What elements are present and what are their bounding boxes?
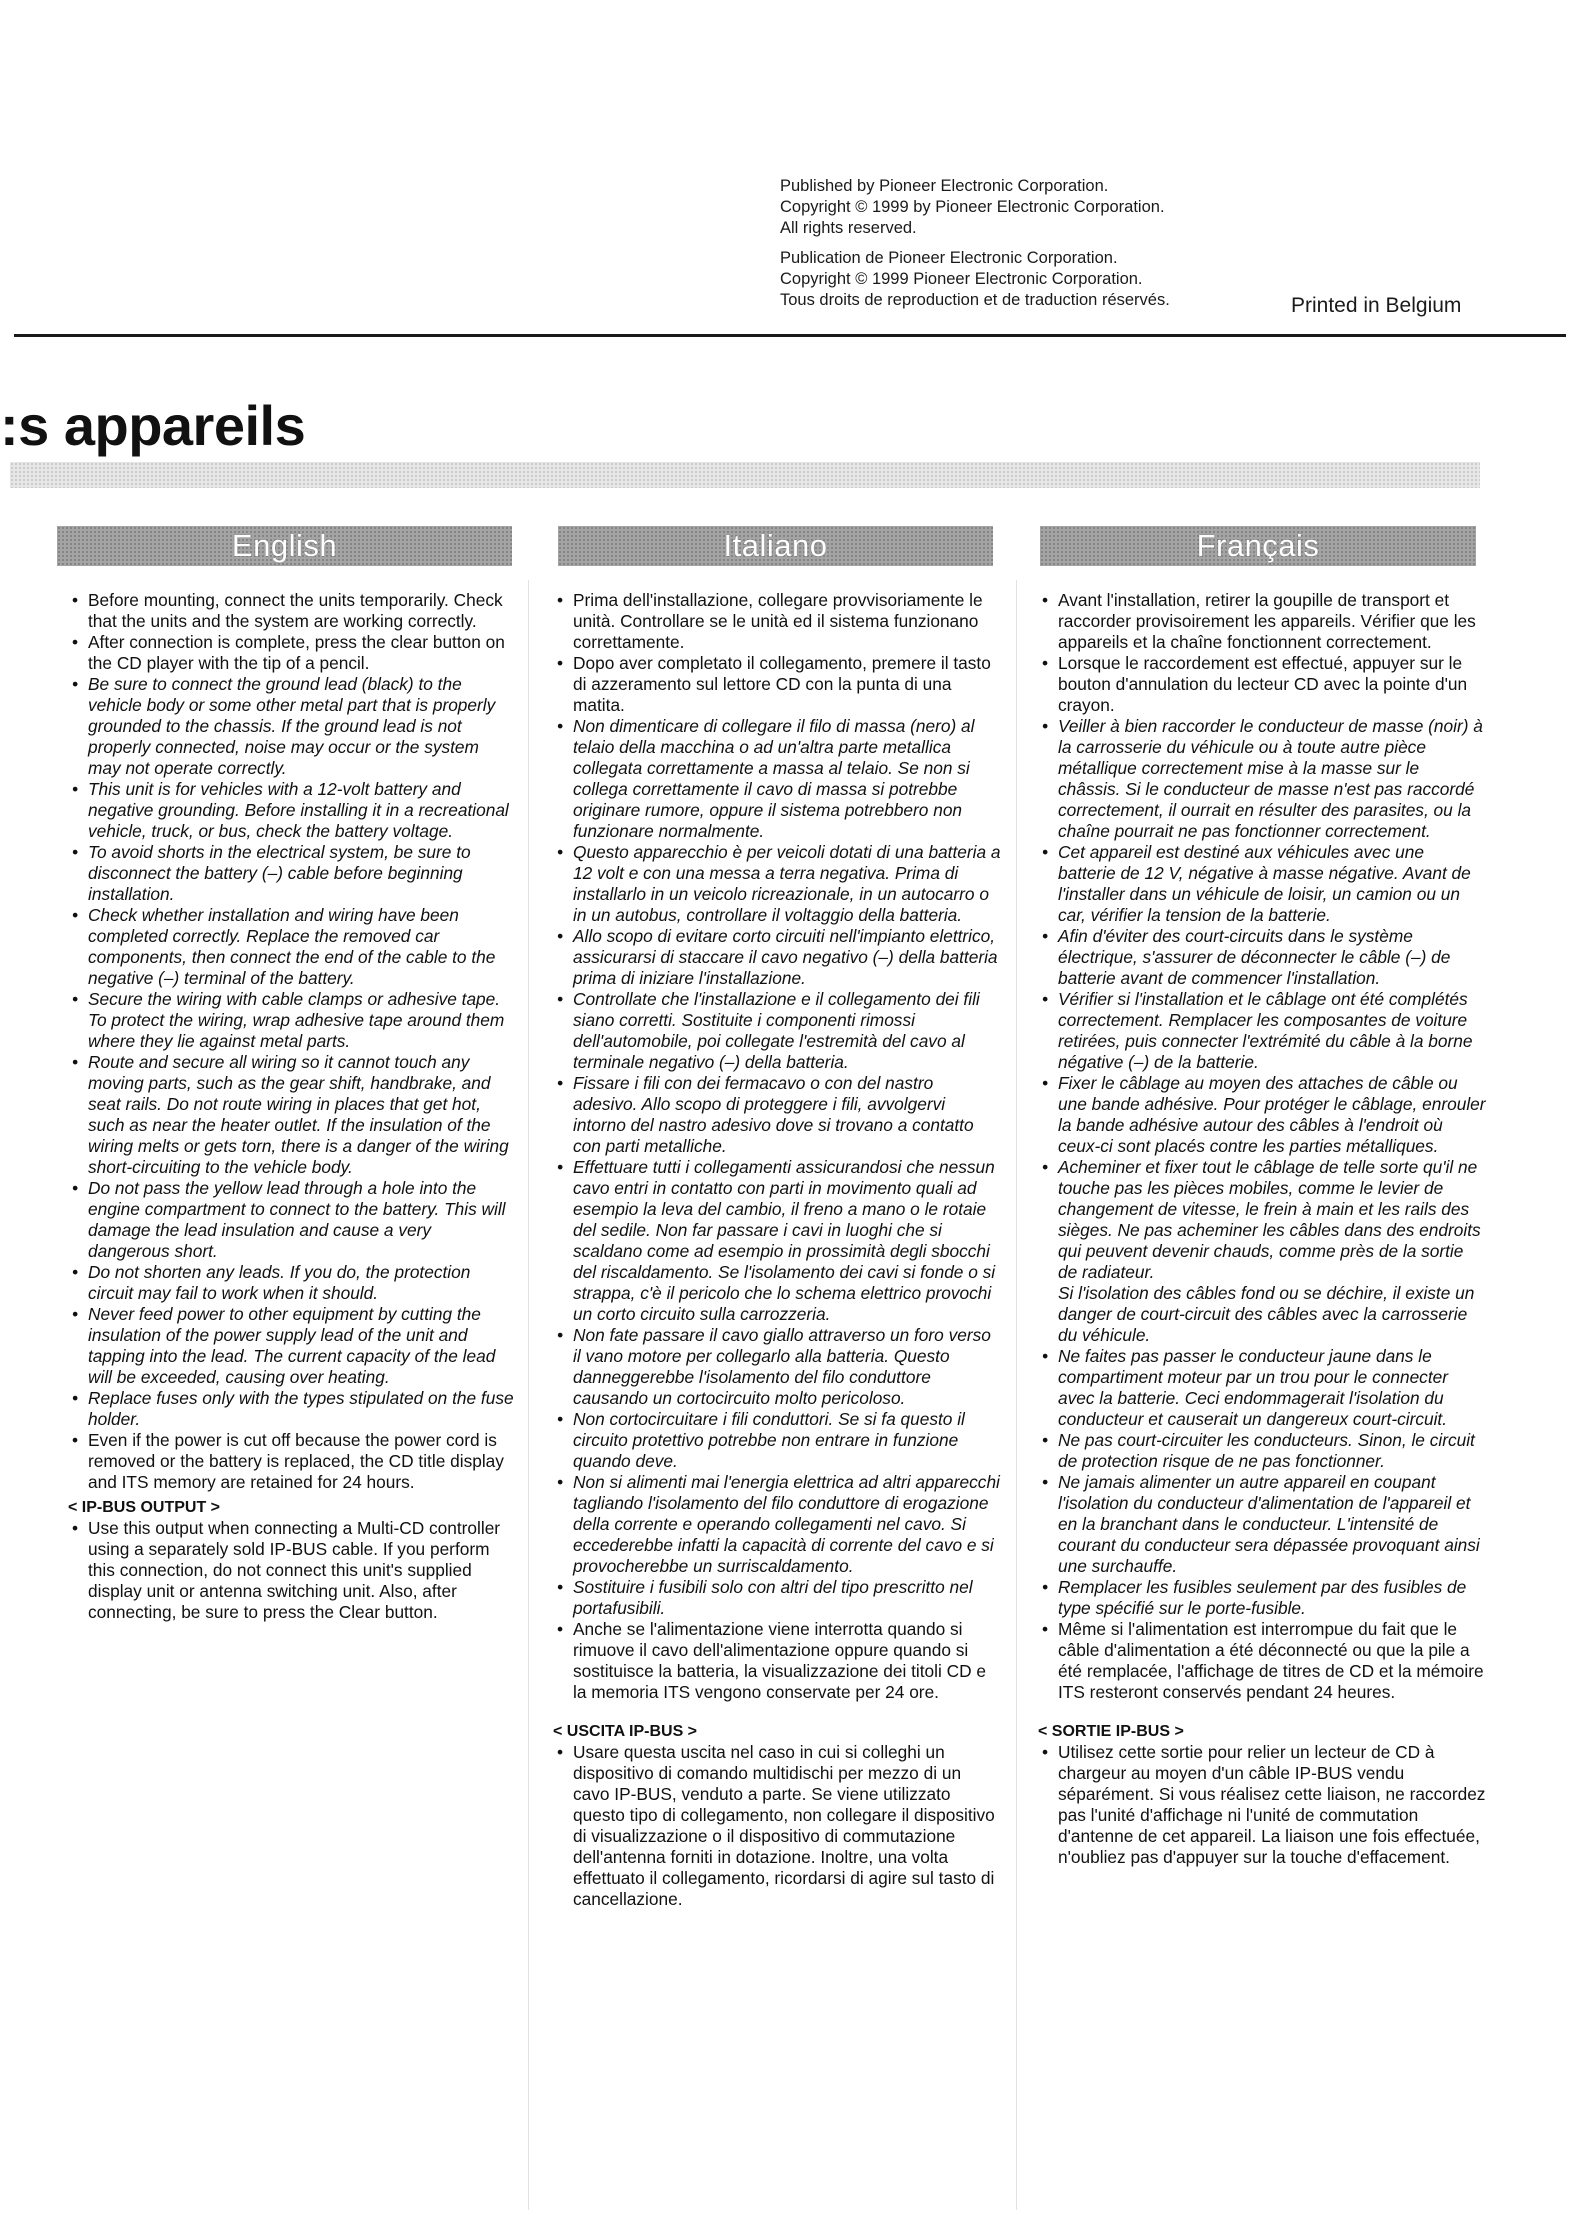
list-item-text: • Acheminer et fixer tout le câblage de telle sorte qu'il ne touche pas les pièces mobiles, comme le levier de changement de vitesse, le frein à main et les rails des sièges. Ne pas acheminer les câbles dans des endroits qui peuvent devenir chauds, comme près de la sortie de radiateur. [1058, 1157, 1481, 1282]
column-divider [528, 580, 529, 2210]
publisher-line: Tous droits de reproduction et de traduction réservés. [780, 291, 1170, 309]
list-item: • Non cortocircuitare i fili conduttori. Se si fa questo il circuito protettivo potrebbe non entrare in funzione quando deve. [553, 1409, 1001, 1472]
list-item: • Dopo aver completato il collegamento, premere il tasto di azzeramento sul lettore CD con la punta di una matita. [553, 653, 1001, 716]
italiano-header: Italiano [558, 526, 993, 566]
list-item: • Avant l'installation, retirer la goupille de transport et raccorder provisoirement les appareils. Vérifier que les appareils et la chaîne fonctionnent correctement. [1038, 590, 1486, 653]
list-item: • Afin d'éviter des court-circuits dans le système électrique, s'assurer de déconnecter le câble (–) de batterie avant de commencer l'installation. [1038, 926, 1486, 989]
list-item: • Anche se l'alimentazione viene interrotta quando si rimuove il cavo dell'alimentazione oppure quando si sostituisce la batteria, la visualizzazione dei titoli CD e la memoria ITS vengono conservate per 24 ore. [553, 1619, 1001, 1703]
list-item: • Effettuare tutti i collegamenti assicurandosi che nessun cavo entri in contatto con parti in movimento quali ad esempio la leva del cambio, il freno a mano o le rotaie del sedile. Non far passare i cavi in luoghi che si scaldano come ad esempio in prossimità degli sbocchi del riscaldamento. Se l'isolamento dei cavi si fonde o si strappa, c'è il pericolo che lo schema elettrico provochi un corto circuito sulla carrozzeria. [553, 1157, 1001, 1325]
list-item: • Même si l'alimentation est interrompue du fait que le câble d'alimentation a été déconnecté ou que la pile a été remplacée, l'affichage de titres de CD et la mémoire ITS resteront conservés pendant 24 heures. [1038, 1619, 1486, 1703]
italiano-ip-bus-list [553, 1742, 1001, 1910]
list-item: • Fissare i fili con dei fermacavo o con del nastro adesivo. Allo scopo di proteggere i fili, avvolgervi intorno del nastro adesivo dove si trovano a contatto con parti metalliche. [553, 1073, 1001, 1157]
list-item: • Do not pass the yellow lead through a hole into the engine compartment to connect to the battery. This will damage the lead insulation and cause a very dangerous short. [68, 1178, 516, 1262]
list-item: • Non si alimenti mai l'energia elettrica ad altri apparecchi tagliando l'isolamento del filo conduttore di erogazione della corrente e operando collegamenti nel cavo. Si eccederebbe infatti la capacità di corrente del cavo e si provocherebbe un surriscaldamento. [553, 1472, 1001, 1577]
italiano-column [553, 590, 1001, 1910]
list-item: • Use this output when connecting a Multi-CD controller using a separately sold IP-BUS cable. If you perform this connection, do not connect this unit's supplied display unit or antenna switching unit. Also, after connecting, be sure to press the Clear button. [68, 1518, 516, 1623]
list-item: • Check whether installation and wiring have been completed correctly. Replace the removed car components, then connect the end of the cable to the negative (–) terminal of the battery. [68, 905, 516, 989]
list-item: • Never feed power to other equipment by cutting the insulation of the power supply lead of the unit and tapping into the lead. The current capacity of the lead will be exceeded, causing over heating. [68, 1304, 516, 1388]
list-item: • Lorsque le raccordement est effectué, appuyer sur le bouton d'annulation du lecteur CD avec la pointe d'un crayon. [1038, 653, 1486, 716]
list-item: • Even if the power is cut off because the power cord is removed or the battery is replaced, the CD title display and ITS memory are retained for 24 hours. [68, 1430, 516, 1493]
publisher-line: Copyright © 1999 by Pioneer Electronic Corporation. [780, 198, 1165, 216]
list-item: • Vérifier si l'installation et le câblage ont été complétés correctement. Remplacer les composantes de voiture retirées, puis connecter l'extrémité du câble à la borne négative (–) de la batterie. [1038, 989, 1486, 1073]
publisher-line: All rights reserved. [780, 219, 917, 237]
list-item: • Utilisez cette sortie pour relier un lecteur de CD à chargeur au moyen d'un câble IP-BUS vendu séparément. Si vous réalisez cette liaison, ne raccordez pas l'unité d'affichage ni l'unité de commutation d'antenne de cet appareil. La liaison une fois effectuée, n'oubliez pas d'appuyer sur la touche d'effacement. [1038, 1742, 1486, 1868]
list-item: • Route and secure all wiring so it cannot touch any moving parts, such as the gear shift, handbrake, and seat rails. Do not route wiring in places that get hot, such as near the heater outlet. If the insulation of the wiring melts or gets torn, there is a danger of the wiring short-circuiting to the vehicle body. [68, 1052, 516, 1178]
list-item: • Replace fuses only with the types stipulated on the fuse holder. [68, 1388, 516, 1430]
list-item: • Before mounting, connect the units temporarily. Check that the units and the system are working correctly. [68, 590, 516, 632]
francais-list [1038, 590, 1486, 1703]
list-item [1038, 1157, 1486, 1346]
list-item: • Remplacer les fusibles seulement par des fusibles de type spécifié sur le porte-fusible. [1038, 1577, 1486, 1619]
list-item: • Be sure to connect the ground lead (black) to the vehicle body or some other metal part that is properly grounded to the chassis. If the ground lead is not properly connected, noise may occur or the system may not operate correctly. [68, 674, 516, 779]
publisher-line: Published by Pioneer Electronic Corporation. [780, 177, 1109, 195]
list-item: • Fixer le câblage au moyen des attaches de câble ou une bande adhésive. Pour protéger le câblage, enrouler la bande adhésive autour des câbles à l'endroit où ceux-ci sont placés contre les parties métalliques. [1038, 1073, 1486, 1157]
list-item: • Sostituire i fusibili solo con altri del tipo prescritto nel portafusibili. [553, 1577, 1001, 1619]
list-item: • Secure the wiring with cable clamps or adhesive tape. To protect the wiring, wrap adhesive tape around them where they lie against metal parts. [68, 989, 516, 1052]
ip-bus-output-heading: < IP-BUS OUTPUT > [68, 1499, 221, 1516]
list-item: • Do not shorten any leads. If you do, the protection circuit may fail to work when it should. [68, 1262, 516, 1304]
header-rule [14, 334, 1566, 337]
list-item-extra: Si l'isolation des câbles fond ou se déchire, il existe un danger de court-circuit des câbles avec la carrosserie du véhicule. [1058, 1283, 1475, 1345]
list-item: • Ne faites pas passer le conducteur jaune dans le compartiment moteur par un trou pour le connecter avec la batterie. Ceci endommagerait l'isolation du conducteur et causerait un dangereux court-circuit. [1038, 1346, 1486, 1430]
list-item: • Usare questa uscita nel caso in cui si colleghi un dispositivo di comando multidischi per mezzo di un cavo IP-BUS, venduto a parte. Se viene utilizzato questo tipo di collegamento, non collegare il dispositivo di visualizzazione o il dispositivo di commutazione dell'antenna forniti in dotazione. Inoltre, una volta effettuato il collegamento, ricordarsi di agire sul tasto di cancellazione. [553, 1742, 1001, 1910]
printed-in-label: Printed in Belgium [1291, 294, 1462, 317]
list-item: • Non dimenticare di collegare il filo di massa (nero) al telaio della macchina o ad un'altra parte metallica collegata correttamente a massa al telaio. Se non si collega correttamente il cavo di massa si potrebbe originare rumore, oppure il sistema potrebbero non funzionare normalmente. [553, 716, 1001, 842]
list-item: • Ne jamais alimenter un autre appareil en coupant l'isolation du conducteur d'alimentation de l'appareil et en la branchant dans le conducteur. L'intensité de courant du conducteur sera dépassée provoquant ainsi une surchauffe. [1038, 1472, 1486, 1577]
list-item: • Non fate passare il cavo giallo attraverso un foro verso il vano motore per collegarlo alla batteria. Questo danneggerebbe l'isolamento del filo conduttore causando un cortocircuito molto pericoloso. [553, 1325, 1001, 1409]
francais-header: Français [1040, 526, 1476, 566]
francais-column [1038, 590, 1486, 1868]
english-column [68, 590, 516, 1623]
list-item: • Controllate che l'installazione e il collegamento dei fili siano corretti. Sostituite i componenti rimossi dell'automobile, poi collegate l'estremità del cavo al terminale negativo (–) della batteria. [553, 989, 1001, 1073]
english-ip-bus-list [68, 1518, 516, 1623]
list-item: • Questo apparecchio è per veicoli dotati di una batteria a 12 volt e con una messa a terra negativa. Prima di installarlo in un veicolo ricreazionale, in un autocarro o in un autobus, controllare il voltaggio della batteria. [553, 842, 1001, 926]
english-header: English [57, 526, 512, 566]
sortie-ip-bus-heading: < SORTIE IP-BUS > [1038, 1723, 1184, 1740]
list-item: • Veiller à bien raccorder le conducteur de masse (noir) à la carrosserie du véhicule ou à toute autre pièce métallique correctement mise à la masse sur le châssis. Si le conducteur de masse n'est pas raccordé correctement, il ourrait en résulter des parasites, ou la chaîne pourrait ne pas fonctionner correctement. [1038, 716, 1486, 842]
column-divider [1016, 580, 1017, 2210]
publisher-line: Publication de Pioneer Electronic Corporation. [780, 249, 1118, 267]
publisher-french [780, 248, 1340, 311]
publisher-english [780, 176, 1340, 239]
title-shade-band [10, 462, 1480, 488]
list-item: • Ne pas court-circuiter les conducteurs. Sinon, le circuit de protection risque de ne pas fonctionner. [1038, 1430, 1486, 1472]
list-item: • After connection is complete, press the clear button on the CD player with the tip of a pencil. [68, 632, 516, 674]
list-item: • This unit is for vehicles with a 12-volt battery and negative grounding. Before installing it in a recreational vehicle, truck, or bus, check the battery voltage. [68, 779, 516, 842]
list-item: • Cet appareil est destiné aux véhicules avec une batterie de 12 V, négative à masse négative. Avant de l'installer dans un véhicule de loisir, un camion ou un car, vérifier la tension de la batterie. [1038, 842, 1486, 926]
list-item: • Allo scopo di evitare corto circuiti nell'impianto elettrico, assicurarsi di staccare il cavo negativo (–) della batteria prima di iniziare l'installazione. [553, 926, 1001, 989]
uscita-ip-bus-heading: < USCITA IP-BUS > [553, 1723, 698, 1740]
italiano-list [553, 590, 1001, 1703]
francais-ip-bus-list [1038, 1742, 1486, 1868]
english-list [68, 590, 516, 1493]
publisher-line: Copyright © 1999 Pioneer Electronic Corporation. [780, 270, 1143, 288]
publisher-block [780, 176, 1340, 311]
list-item: • To avoid shorts in the electrical system, be sure to disconnect the battery (–) cable before beginning installation. [68, 842, 516, 905]
list-item: • Prima dell'installazione, collegare provvisoriamente le unità. Controllare se le unità ed il sistema funzionano correttamente. [553, 590, 1001, 653]
section-title: :s appareils [0, 394, 306, 457]
